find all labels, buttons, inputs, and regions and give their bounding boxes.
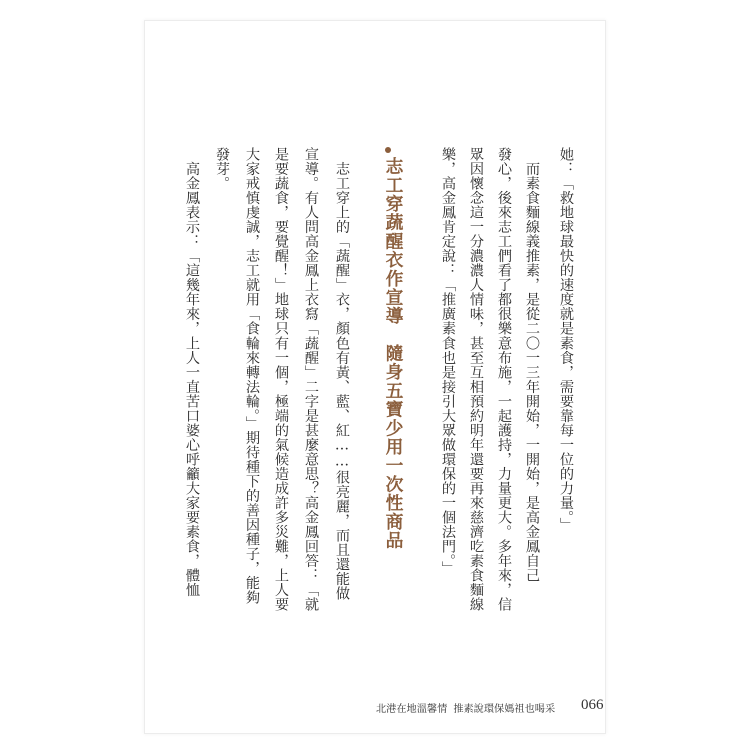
footer-right-text: 推素說環保媽祖也喝采 <box>453 704 556 715</box>
footer-left-text: 北港在地溫馨情 <box>376 704 448 715</box>
text-column: 是要蔬食，要覺醒！」地球只有一個，極端的氣候造成許多災難，上人要 <box>273 147 289 612</box>
text-column: 而素食麵線義推素，是從二〇一三年開始，一開始，是高金鳳自己 <box>524 147 540 583</box>
section-heading: 志工穿蔬醒衣作宣導 隨身五寶少用一次性商品 <box>383 157 404 550</box>
heading-bullet-icon <box>385 147 391 153</box>
text-column: 她：「救地球最快的速度就是素食，需要靠每一位的力量。」 <box>558 147 574 532</box>
text-column: 大家戒慎虔誠，志工就用「食輪來轉法輪。」期待種下的善因種子，能夠 <box>244 147 260 605</box>
running-footer <box>376 700 555 715</box>
text-column: 發芽。 <box>214 147 230 191</box>
text-column: 眾因懷念這一分濃濃人情味，甚至互相預約明年還要再來慈濟吃素食麵線 <box>468 147 484 612</box>
text-column: 高金鳳表示：「這幾年來，上人一直苦口婆心呼籲大家要素食，體恤 <box>184 147 200 598</box>
text-column: 志工穿上的「蔬醒」衣，顏色有黃、藍、紅……很亮麗，而且還能做 <box>334 147 350 601</box>
text-column: 樂，高金鳳肯定說：「推廣素食也是接引大眾做環保的一個法門。」 <box>440 147 456 576</box>
book-page <box>144 20 606 734</box>
text-column: 宣導。有人問高金鳳上衣寫「蔬醒」二字是甚麼意思？高金鳳回答：「就 <box>303 147 319 612</box>
page-number: 066 <box>581 697 604 713</box>
text-column: 發心，後來志工們看了都很樂意布施，一起護持，力量更大。多年來，信 <box>496 147 512 612</box>
